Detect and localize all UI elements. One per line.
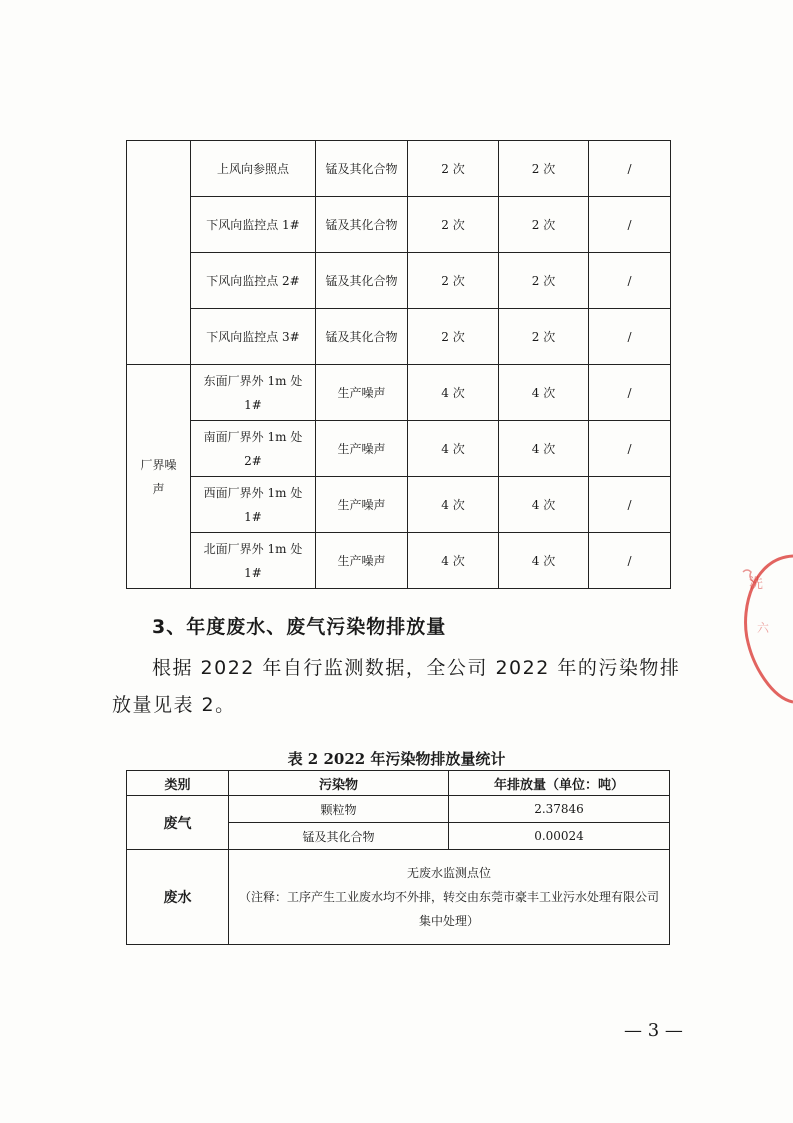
monitoring-point: 下风向监控点 1#: [191, 197, 316, 253]
note-cell: /: [589, 421, 671, 477]
page-number: — 3 —: [624, 1020, 683, 1041]
frequency-cell: 2 次: [499, 309, 589, 365]
water-annotation: （注释：工序产生工业废水均不外排，转交由东莞市豪丰工业污水处理有限公司集中处理）: [239, 890, 660, 928]
water-status: 无废水监测点位: [406, 866, 491, 880]
noise-category-cell: 厂界噪声: [127, 365, 191, 589]
note-cell: /: [589, 309, 671, 365]
pollutant-cell: 锰及其化合物: [316, 309, 408, 365]
table-caption: 表 2 2022 年污染物排放量统计: [287, 750, 506, 768]
table-row: [127, 796, 670, 823]
frequency-cell: 2 次: [408, 141, 499, 197]
monitoring-point: 东面厂界外 1m 处 1#: [191, 365, 316, 421]
pollutant-cell: 锰及其化合物: [316, 253, 408, 309]
section-heading: 3、年度废水、废气污染物排放量: [152, 616, 447, 638]
pollutant-cell: 锰及其化合物: [316, 197, 408, 253]
column-header-amount: 年排放量（单位：吨）: [449, 771, 670, 796]
frequency-cell: 2 次: [408, 197, 499, 253]
monitoring-point: 上风向参照点: [191, 141, 316, 197]
monitoring-table: [126, 140, 671, 589]
note-cell: /: [589, 365, 671, 421]
frequency-cell: 4 次: [499, 421, 589, 477]
note-cell: /: [589, 141, 671, 197]
table-row: [127, 253, 671, 309]
table-row: [127, 197, 671, 253]
table-row: [127, 309, 671, 365]
frequency-cell: 2 次: [408, 253, 499, 309]
pollutant-cell: 生产噪声: [316, 477, 408, 533]
amount-cell: 0.00024: [449, 823, 670, 850]
svg-text:六: 六: [757, 621, 770, 635]
table-row: [127, 365, 671, 421]
gas-category-cell: 废气: [127, 796, 229, 850]
table-row: [127, 477, 671, 533]
table-row: [127, 850, 670, 945]
svg-text:洗: 洗: [749, 576, 763, 592]
pollutant-cell: 生产噪声: [316, 533, 408, 589]
note-cell: /: [589, 197, 671, 253]
pollutant-cell: 颗粒物: [229, 796, 449, 823]
monitoring-point: 下风向监控点 3#: [191, 309, 316, 365]
seal-stamp-fragment: [733, 548, 793, 708]
pollutant-cell: 锰及其化合物: [229, 823, 449, 850]
frequency-cell: 4 次: [499, 477, 589, 533]
section-paragraph: 根据 2022 年自行监测数据，全公司 2022 年的污染物排放量见表 2。: [112, 657, 681, 716]
frequency-cell: 4 次: [408, 477, 499, 533]
amount-cell: 2.37846: [449, 796, 670, 823]
note-cell: /: [589, 477, 671, 533]
frequency-cell: 2 次: [499, 141, 589, 197]
monitoring-point: 北面厂界外 1m 处 1#: [191, 533, 316, 589]
column-header-pollutant: 污染物: [229, 771, 449, 796]
frequency-cell: 4 次: [408, 533, 499, 589]
note-cell: /: [589, 253, 671, 309]
frequency-cell: 4 次: [408, 365, 499, 421]
frequency-cell: 4 次: [499, 533, 589, 589]
table-row: [127, 533, 671, 589]
monitoring-point: 南面厂界外 1m 处 2#: [191, 421, 316, 477]
frequency-cell: 2 次: [408, 309, 499, 365]
frequency-cell: 2 次: [499, 197, 589, 253]
column-header-category: 类别: [127, 771, 229, 796]
monitoring-point: 下风向监控点 2#: [191, 253, 316, 309]
pollutant-cell: 锰及其化合物: [316, 141, 408, 197]
water-note-cell: [229, 850, 670, 945]
table-row: [127, 421, 671, 477]
pollutant-cell: 生产噪声: [316, 365, 408, 421]
frequency-cell: 4 次: [499, 365, 589, 421]
table-header-row: [127, 771, 670, 796]
frequency-cell: 2 次: [499, 253, 589, 309]
frequency-cell: 4 次: [408, 421, 499, 477]
emission-table: [126, 770, 670, 945]
note-cell: /: [589, 533, 671, 589]
water-category-cell: 废水: [127, 850, 229, 945]
table-row: [127, 141, 671, 197]
pollutant-cell: 生产噪声: [316, 421, 408, 477]
monitoring-point: 西面厂界外 1m 处 1#: [191, 477, 316, 533]
category-cell-empty: [127, 141, 191, 365]
